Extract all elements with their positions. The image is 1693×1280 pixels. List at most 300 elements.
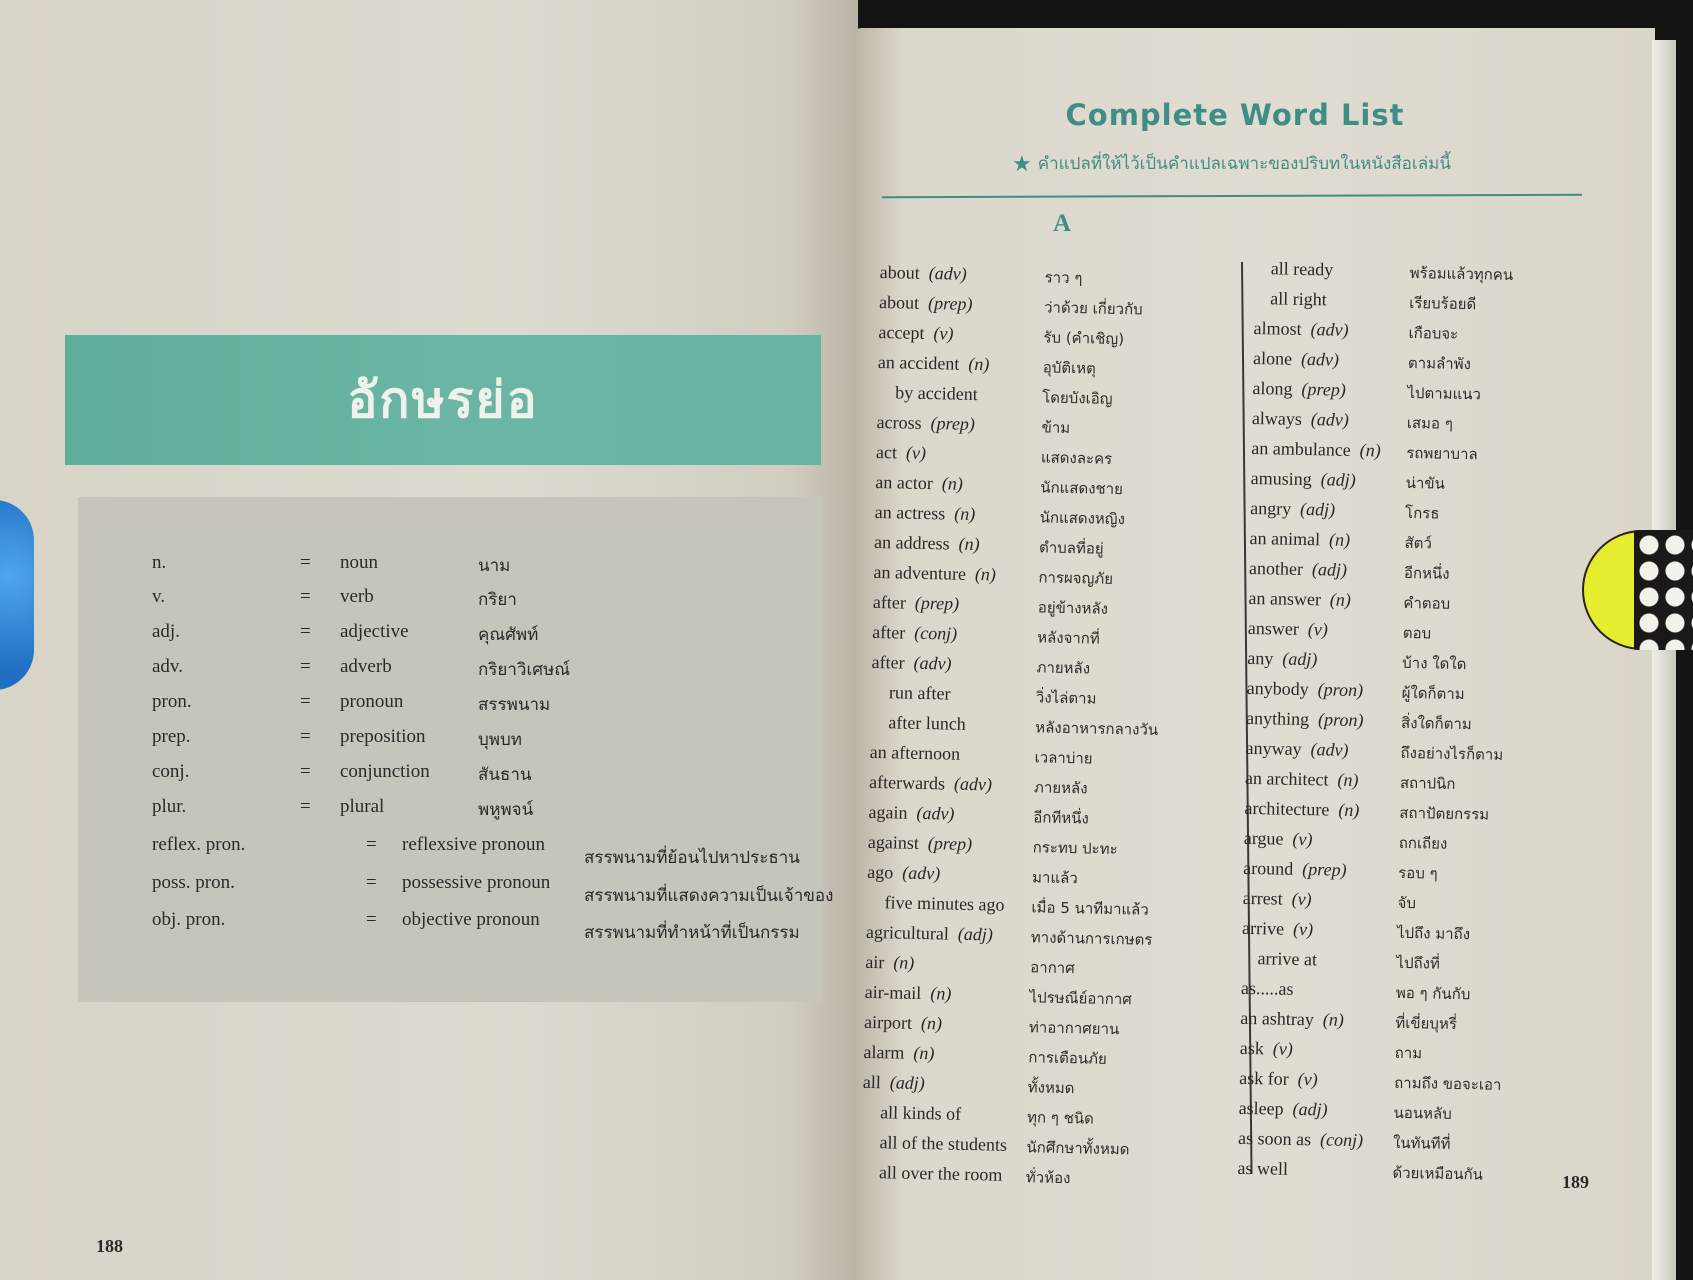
polka-dot-pattern	[1634, 530, 1693, 650]
entry-term	[867, 862, 940, 885]
entry-translation: นอนหลับ	[1393, 1103, 1452, 1123]
entry-word: about	[878, 291, 920, 313]
entry-spacer	[1309, 679, 1318, 699]
entry-part-of-speech: (v)	[933, 323, 954, 344]
entry-term	[869, 772, 992, 796]
entry-part-of-speech: (pron)	[1317, 709, 1364, 731]
entry-word: answer	[1247, 617, 1300, 639]
entry-part-of-speech: (n)	[968, 353, 990, 375]
full-term: adjective	[340, 621, 409, 642]
entry-spacer	[1284, 919, 1293, 939]
entry-word: around	[1243, 857, 1294, 879]
abbreviation: n.	[152, 552, 167, 573]
entry-term	[1253, 348, 1339, 371]
entry-term	[1257, 948, 1317, 970]
entry-spacer	[1312, 469, 1321, 489]
entry-part-of-speech: (prep)	[914, 592, 960, 614]
entry-spacer	[1283, 1099, 1292, 1119]
entry-translation: อีกหนึ่ง	[1403, 563, 1450, 583]
entry-translation: คำตอบ	[1403, 593, 1451, 613]
entry-part-of-speech: (n)	[941, 473, 964, 494]
entry-word: all ready	[1270, 258, 1334, 280]
entry-word: after	[872, 591, 907, 613]
entry-part-of-speech: (adv)	[953, 773, 993, 795]
entry-term	[873, 592, 960, 615]
entry-term	[1240, 1008, 1344, 1031]
thai-term: นาม	[478, 556, 511, 576]
entry-translation: ถึงอย่างไรก็ตาม	[1400, 743, 1504, 764]
equals-sign: =	[366, 909, 377, 930]
entry-translation: ถามถึง ขอจะเอา	[1394, 1073, 1502, 1094]
entry-spacer	[921, 983, 930, 1003]
entry-spacer	[1264, 1038, 1273, 1058]
entry-word: an afternoon	[869, 741, 961, 764]
entry-term	[1240, 1038, 1293, 1060]
entry-translation: นักศึกษาทั้งหมด	[1026, 1138, 1130, 1159]
entry-translation: ตอบ	[1402, 623, 1432, 643]
entry-translation: หลังจากที่	[1036, 628, 1100, 648]
entry-translation: การผจญภัย	[1038, 568, 1114, 588]
thai-term: สรรพนามที่แสดงความเป็นเจ้าของ	[584, 886, 834, 906]
star-icon: ★	[1012, 152, 1032, 177]
entry-term	[1243, 858, 1347, 881]
entry-part-of-speech: (pron)	[1317, 679, 1364, 701]
entry-translation: วิ่งไล่ตาม	[1035, 688, 1097, 708]
entry-spacer	[1282, 889, 1291, 909]
page-edge	[1652, 40, 1676, 1280]
entry-word: all of the students	[879, 1132, 1008, 1155]
entry-term	[1270, 288, 1327, 310]
entry-term	[1249, 528, 1350, 551]
entry-translation: ว่าด้วย เกี่ยวกับ	[1043, 298, 1143, 319]
entry-translation: สถาปนิก	[1399, 773, 1456, 793]
full-term: verb	[340, 586, 374, 607]
full-term: pronoun	[340, 691, 404, 712]
entry-word: another	[1248, 557, 1304, 579]
entry-term	[863, 1072, 925, 1094]
entry-term	[1251, 468, 1356, 491]
full-term: reflexsive pronoun	[402, 834, 545, 855]
thai-term: สรรพนามที่ทำหน้าที่เป็นกรรม	[584, 923, 800, 943]
entry-part-of-speech: (adv)	[1300, 348, 1340, 370]
entry-term	[1245, 738, 1348, 761]
entry-part-of-speech: (prep)	[1302, 859, 1347, 880]
entry-part-of-speech: (prep)	[927, 293, 973, 314]
entry-spacer	[912, 1013, 921, 1033]
entry-translation: ไปรษณีย์อากาศ	[1029, 988, 1132, 1009]
entry-spacer	[1301, 739, 1310, 759]
entry-word: alone	[1252, 347, 1293, 369]
entry-word: five minutes ago	[884, 892, 1005, 915]
entry-spacer	[1311, 1129, 1320, 1149]
entry-translation: น่าขัน	[1405, 473, 1446, 493]
entry-translation: ที่เขี่ยบุหรี่	[1395, 1013, 1458, 1034]
entry-term	[1271, 258, 1334, 280]
entry-word: agricultural	[865, 921, 950, 944]
entry-spacer	[949, 924, 958, 944]
entry-term	[1244, 828, 1313, 850]
abbreviation: adv.	[152, 656, 183, 677]
entry-translation: ข้าม	[1041, 418, 1071, 438]
entry-word: argue	[1243, 827, 1284, 849]
entry-spacer	[1303, 559, 1312, 579]
entry-spacer	[919, 293, 928, 313]
entry-spacer	[897, 442, 906, 462]
word-list-title: Complete Word List	[1065, 98, 1405, 132]
entry-part-of-speech: (adv)	[928, 263, 967, 284]
entry-translation: บ้าง ใดใด	[1402, 653, 1467, 674]
full-term: noun	[340, 552, 378, 573]
abbreviation: reflex. pron.	[152, 834, 246, 855]
entry-term	[876, 442, 926, 464]
entry-word: all over the room	[878, 1162, 1003, 1185]
entry-word: anybody	[1246, 677, 1309, 700]
entry-translation: จับ	[1397, 893, 1417, 913]
entry-spacer	[884, 952, 893, 972]
entry-word: again	[868, 801, 908, 823]
entry-word: an adventure	[873, 561, 967, 584]
entry-term	[1245, 768, 1359, 791]
entry-term	[1247, 678, 1364, 701]
entry-spacer	[907, 803, 916, 823]
entry-word: about	[879, 262, 920, 283]
entry-translation: รถพยาบาล	[1406, 443, 1478, 464]
section-letter: A	[1053, 210, 1072, 237]
entry-word: an ashtray	[1240, 1007, 1315, 1030]
entry-term	[1249, 558, 1347, 581]
entry-term	[878, 322, 953, 345]
entry-word: as well	[1237, 1157, 1289, 1179]
entry-word: after	[872, 621, 906, 643]
entry-part-of-speech: (adv)	[1310, 319, 1349, 340]
entry-translation: สิ่งใดก็ตาม	[1400, 713, 1472, 734]
entry-spacer	[924, 323, 933, 343]
entry-part-of-speech: (n)	[974, 564, 997, 585]
entry-term	[1248, 618, 1328, 641]
entry-translation: เมื่อ 5 นาทีมาแล้ว	[1031, 898, 1149, 919]
entry-part-of-speech: (n)	[1337, 769, 1359, 791]
entry-part-of-speech: (n)	[913, 1042, 935, 1064]
entry-translation: เวลาบ่าย	[1034, 748, 1093, 768]
entry-spacer	[1329, 800, 1338, 820]
entry-spacer	[904, 1043, 913, 1063]
thai-term: สรรพนามที่ย้อนไปหาประธาน	[584, 848, 800, 868]
entry-translation: มาแล้ว	[1031, 868, 1078, 888]
entry-word: airport	[863, 1011, 913, 1033]
entry-word: across	[876, 411, 922, 433]
entry-term	[1248, 588, 1351, 611]
entry-translation: ตามลำพัง	[1407, 353, 1472, 374]
entry-term	[879, 1132, 1007, 1156]
entry-translation: ภายหลัง	[1033, 778, 1088, 798]
entry-part-of-speech: (v)	[1297, 1068, 1318, 1090]
entry-term	[866, 922, 993, 946]
entry-word: after	[871, 651, 905, 673]
entry-word: accept	[878, 321, 925, 343]
entry-spacer	[904, 653, 913, 673]
entry-term	[880, 262, 967, 285]
entry-translation: แสดงละคร	[1040, 448, 1113, 468]
entry-term	[875, 502, 976, 525]
entry-part-of-speech: (conj)	[1319, 1129, 1364, 1151]
entry-part-of-speech: (adv)	[1310, 409, 1350, 430]
entry-part-of-speech: (adj)	[1299, 498, 1336, 520]
entry-part-of-speech: (v)	[1292, 918, 1314, 940]
entry-translation: ไปถึงที่	[1396, 953, 1441, 973]
equals-sign: =	[300, 586, 311, 607]
entry-term	[1246, 708, 1364, 731]
equals-sign: =	[300, 796, 311, 817]
equals-sign: =	[300, 726, 311, 747]
entry-part-of-speech: (prep)	[930, 413, 976, 435]
abbreviation: v.	[152, 586, 166, 607]
entry-term	[864, 1012, 942, 1035]
abbreviation: conj.	[152, 761, 190, 782]
full-term: adverb	[340, 656, 392, 677]
entry-translation: ถกเถียง	[1398, 833, 1448, 853]
entry-translation: อยู่ข้างหลัง	[1037, 598, 1109, 618]
entry-term	[871, 652, 951, 675]
entry-word: an actress	[874, 501, 946, 524]
entry-part-of-speech: (v)	[1307, 619, 1329, 640]
entry-word: always	[1251, 407, 1303, 429]
abbreviation: prep.	[152, 726, 191, 747]
entry-spacer	[1309, 709, 1318, 729]
equals-sign: =	[300, 656, 311, 677]
equals-sign: =	[300, 621, 311, 642]
entry-part-of-speech: (n)	[958, 533, 980, 555]
entry-term	[872, 622, 957, 645]
abbreviation: plur.	[152, 796, 187, 817]
entry-word: an answer	[1248, 587, 1322, 610]
entry-part-of-speech: (n)	[1329, 589, 1352, 610]
equals-sign: =	[366, 872, 377, 893]
entry-word: an animal	[1249, 527, 1321, 550]
entry-word: anything	[1245, 707, 1310, 730]
entry-word: an ambulance	[1251, 437, 1351, 460]
entry-term	[1239, 1068, 1318, 1091]
entry-part-of-speech: (n)	[893, 952, 915, 973]
entry-part-of-speech: (adv)	[902, 862, 941, 884]
entry-word: act	[875, 441, 898, 463]
entry-word: asleep	[1238, 1097, 1284, 1119]
thai-term: กริยา	[478, 590, 517, 610]
entry-word: against	[867, 831, 920, 853]
entry-part-of-speech: (adv)	[913, 652, 952, 674]
entry-word: ask	[1239, 1037, 1265, 1059]
entry-term	[1250, 498, 1335, 521]
entry-word: by accident	[895, 382, 978, 405]
entry-translation: ทั้งหมด	[1027, 1078, 1075, 1098]
entry-term	[1238, 1128, 1363, 1151]
equals-sign: =	[300, 552, 311, 573]
entry-part-of-speech: (adj)	[889, 1072, 926, 1094]
equals-sign: =	[366, 834, 377, 855]
abbreviations-table	[78, 497, 834, 1002]
entry-term	[1242, 918, 1313, 940]
yellow-clip-object	[1582, 530, 1693, 650]
entry-word: arrive at	[1257, 948, 1318, 970]
entry-part-of-speech: (v)	[1272, 1038, 1294, 1059]
entry-word: all right	[1270, 288, 1327, 310]
entry-part-of-speech: (adj)	[1292, 1098, 1328, 1120]
entry-translation: ถาม	[1394, 1043, 1423, 1063]
entry-term	[1241, 978, 1294, 1000]
entry-translation: เสมอ ๆ	[1406, 413, 1454, 433]
full-term: preposition	[340, 726, 426, 747]
entry-term	[879, 292, 973, 315]
entry-translation: ไปตามแนว	[1407, 383, 1482, 404]
entry-term	[889, 682, 951, 704]
entry-spacer	[893, 862, 902, 882]
entry-word: run after	[888, 682, 951, 704]
entry-spacer	[920, 263, 929, 283]
entry-spacer	[881, 1072, 890, 1092]
entry-word: after lunch	[888, 712, 967, 734]
entry-part-of-speech: (n)	[1322, 1009, 1345, 1030]
entry-term	[1238, 1098, 1327, 1121]
entry-term	[868, 832, 973, 855]
entry-translation: สัตว์	[1404, 533, 1433, 553]
page-number-right: 189	[1562, 1172, 1589, 1192]
entry-part-of-speech: (n)	[920, 1013, 943, 1034]
entry-translation: อุบัติเหตุ	[1042, 358, 1097, 378]
entry-part-of-speech: (adj)	[1311, 559, 1348, 580]
entry-translation: กระทบ ปะทะ	[1032, 838, 1118, 859]
entry-translation: การเตือนภัย	[1028, 1048, 1107, 1068]
entry-word: alarm	[863, 1041, 905, 1063]
entry-word: arrive	[1241, 917, 1285, 939]
entry-translation: ด้วยเหมือนกัน	[1392, 1163, 1484, 1184]
entry-term	[875, 472, 963, 495]
entry-word: almost	[1253, 317, 1302, 339]
entry-word: an architect	[1244, 767, 1329, 790]
equals-sign: =	[300, 691, 311, 712]
abbreviation: poss. pron.	[152, 872, 235, 893]
entry-word: all kinds of	[879, 1102, 962, 1124]
entry-translation: ท่าอากาศยาน	[1028, 1018, 1120, 1039]
entry-part-of-speech: (conj)	[914, 622, 958, 644]
entry-word: afterwards	[868, 771, 946, 794]
entry-term	[868, 802, 954, 825]
entry-word: as.....as	[1240, 977, 1294, 999]
word-list-note	[1012, 150, 1451, 177]
entry-spacer	[906, 593, 915, 613]
full-term: objective pronoun	[402, 909, 540, 930]
entry-term	[879, 1162, 1003, 1186]
entry-term	[1251, 438, 1381, 461]
entry-term	[880, 1102, 961, 1125]
entry-translation: ทุก ๆ ชนิด	[1026, 1108, 1095, 1128]
entry-translation: รับ (คำเชิญ)	[1043, 328, 1125, 349]
page-number-left: 188	[96, 1236, 123, 1256]
entry-part-of-speech: (adv)	[916, 802, 955, 824]
entry-part-of-speech: (n)	[1328, 529, 1351, 550]
entry-translation: อีกทีหนึ่ง	[1033, 808, 1090, 828]
entry-word: an address	[873, 531, 950, 554]
entry-word: any	[1247, 647, 1274, 669]
entry-word: air	[865, 951, 885, 973]
entry-term	[876, 412, 975, 435]
entry-translation: นักแสดงชาย	[1040, 478, 1124, 499]
entry-part-of-speech: (prep)	[927, 833, 973, 855]
note-text: คำแปลที่ให้ไว้เป็นคำแปลเฉพาะของปริบทในหนังสือเล่มนี้	[1037, 154, 1451, 174]
entry-word: architecture	[1244, 797, 1330, 820]
entry-term	[873, 562, 996, 586]
entry-translation: ทางด้านการเกษตร	[1030, 928, 1153, 949]
entry-term	[1252, 408, 1349, 431]
entry-part-of-speech: (n)	[1359, 440, 1381, 461]
entry-spacer	[1293, 859, 1302, 879]
entry-term	[1244, 798, 1359, 821]
entry-word: anyway	[1245, 737, 1302, 759]
full-term: possessive pronoun	[402, 872, 551, 893]
entry-spacer	[945, 773, 954, 793]
entry-spacer	[919, 833, 928, 853]
abbreviation: pron.	[152, 691, 192, 712]
entry-spacer	[1292, 349, 1301, 369]
entry-term	[870, 742, 961, 765]
entry-spacer	[1292, 379, 1301, 399]
thai-term: กริยาวิเศษณ์	[478, 660, 571, 680]
entry-part-of-speech: (v)	[1292, 828, 1313, 850]
entry-part-of-speech: (adj)	[957, 923, 994, 945]
entry-term	[1247, 648, 1317, 670]
entry-translation: ทั่วห้อง	[1025, 1168, 1071, 1188]
thai-term: พหูพจน์	[478, 800, 534, 820]
entry-spacer	[1301, 319, 1310, 339]
entry-translation: โดยบังเอิญ	[1042, 388, 1113, 408]
full-term: plural	[340, 796, 385, 817]
entry-part-of-speech: (adv)	[1310, 739, 1349, 760]
entry-part-of-speech: (adj)	[1282, 648, 1318, 670]
entry-word: air-mail	[864, 981, 922, 1004]
entry-translation: ตำบลที่อยู่	[1038, 538, 1104, 558]
entry-word: along	[1252, 377, 1293, 399]
entry-part-of-speech: (prep)	[1301, 378, 1347, 400]
entry-term	[1253, 318, 1348, 341]
thai-term: คุณศัพท์	[478, 625, 539, 645]
entry-translation: เกือบจะ	[1408, 323, 1459, 343]
entry-translation: พร้อมแล้วทุกคน	[1409, 263, 1514, 284]
blue-clip-object	[0, 500, 34, 690]
entry-part-of-speech: (n)	[1338, 799, 1360, 821]
entry-part-of-speech: (v)	[1291, 888, 1312, 910]
entry-word: amusing	[1250, 467, 1312, 490]
abbreviation: obj. pron.	[152, 909, 226, 930]
entry-spacer	[1299, 619, 1308, 639]
entry-term	[888, 712, 966, 735]
entry-translation: ไปถึง มาถึง	[1396, 923, 1471, 944]
entry-term	[865, 952, 914, 974]
thai-term: สรรพนาม	[478, 695, 551, 715]
entry-translation: เรียบร้อยดี	[1408, 293, 1477, 314]
entry-translation: อากาศ	[1030, 958, 1075, 978]
equals-sign: =	[300, 761, 311, 782]
entry-translation: รอบ ๆ	[1398, 863, 1438, 883]
entry-word: an accident	[877, 351, 960, 374]
entry-translation: โกรธ	[1404, 503, 1440, 523]
entry-word: as soon as	[1237, 1127, 1312, 1150]
entry-word: angry	[1250, 497, 1292, 519]
full-term: conjunction	[340, 761, 430, 782]
entry-spacer	[921, 413, 930, 433]
entry-word: arrest	[1242, 887, 1283, 909]
entry-term	[884, 892, 1004, 916]
entry-term	[895, 382, 978, 405]
entry-term	[1243, 888, 1312, 910]
entry-translation: ราว ๆ	[1044, 268, 1083, 288]
